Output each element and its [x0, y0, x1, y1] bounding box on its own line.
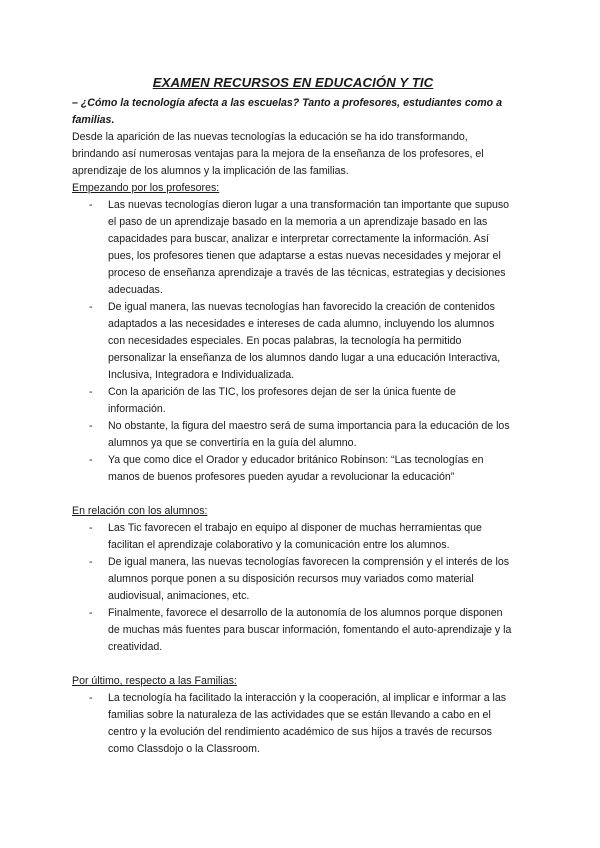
bullet-marker: -	[89, 556, 93, 568]
bullet-marker: -	[89, 301, 93, 313]
intro-paragraph: Desde la aparición de las nuevas tecnologías la educación se ha ido transformando, brindando así numerosas ventajas para la mejora de la enseñanza de los profesores, el aprendizaje de los alumnos y la implicación de las familias.	[72, 131, 484, 177]
list-item-text: Con la aparición de las TIC, los profesores dejan de ser la única fuente de información.	[108, 386, 456, 415]
bullet-marker: -	[89, 607, 93, 619]
list-item	[72, 299, 514, 384]
section-heading: Por último, respecto a las Familias:	[72, 675, 237, 687]
bullet-list	[72, 520, 514, 656]
spacer	[72, 486, 514, 503]
list-item-text: De igual manera, las nuevas tecnologías han favorecido la creación de contenidos adaptados a las necesidades e intereses de cada alumno, incluyendo los alumnos con necesidades especiales. En pocas palabras, la tecnología ha permitido personalizar la enseñanza de los alumnos dando lugar a una educación Interactiva, Inclusiva, Integradora e Individualizada.	[108, 301, 501, 381]
list-item-text: No obstante, la figura del maestro será de suma importancia para la educación de los alumnos ya que se convertiría en la guía del alumno.	[108, 420, 510, 449]
list-item-text: La tecnología ha facilitado la interacción y la cooperación, al implicar e informar a las familias sobre la naturaleza de las actividades que se están llevando a cabo en el centro y la evolución del rendimiento académico de sus hijos a través de recursos como Classdojo o la Classroom.	[108, 692, 507, 755]
bullet-marker: -	[89, 199, 93, 211]
bullet-marker: -	[89, 692, 93, 704]
bullet-list	[72, 690, 514, 758]
bullet-marker: -	[89, 454, 93, 466]
bullet-list	[72, 197, 514, 486]
section-heading: En relación con los alumnos:	[72, 505, 208, 517]
list-item	[72, 520, 514, 554]
list-item-text: Ya que como dice el Orador y educador británico Robinson: “Las tecnologías en manos de buenos profesores pueden ayudar a revolucionar la educación”	[108, 454, 484, 483]
list-item	[72, 197, 514, 299]
bullet-marker: -	[89, 386, 93, 398]
list-item	[72, 554, 514, 605]
bullet-marker: -	[89, 420, 93, 432]
list-item	[72, 452, 514, 486]
bullet-marker: -	[89, 522, 93, 534]
section-profesores	[72, 180, 514, 486]
section-heading: Empezando por los profesores:	[72, 182, 220, 194]
section-alumnos	[72, 503, 514, 656]
list-item-text: De igual manera, las nuevas tecnologías favorecen la comprensión y el interés de los alumnos porque ponen a su disposición recursos muy variados como material audiovisual, animaciones, etc.	[108, 556, 510, 602]
list-item	[72, 690, 514, 758]
list-item	[72, 418, 514, 452]
section-familias	[72, 673, 514, 758]
document-title: EXAMEN RECURSOS EN EDUCACIÓN Y TIC	[152, 75, 434, 90]
exam-question: – ¿Cómo la tecnología afecta a las escuelas? Tanto a profesores, estudiantes como a familias.	[72, 97, 502, 126]
list-item-text: Las Tic favorecen el trabajo en equipo al disponer de muchas herramientas que facilitan el aprendizaje colaborativo y la comunicación entre los alumnos.	[108, 522, 482, 551]
list-item	[72, 605, 514, 656]
list-item-text: Las nuevas tecnologías dieron lugar a una transformación tan importante que supuso el paso de un aprendizaje basado en la memoria a un aprendizaje basado en las capacidades para buscar, analizar e interpretar correctamente la información. Así pues, los profesores tienen que adaptarse a estas nuevas necesidades y mejorar el proceso de enseñanza aprendizaje a través de las técnicas, estrategias y decisiones adecuadas.	[108, 199, 510, 296]
list-item-text: Finalmente, favorece el desarrollo de la autonomía de los alumnos porque disponen de muchas más fuentes para buscar información, fomentando el auto-aprendizaje y la creatividad.	[108, 607, 512, 653]
list-item	[72, 384, 514, 418]
spacer	[72, 656, 514, 673]
